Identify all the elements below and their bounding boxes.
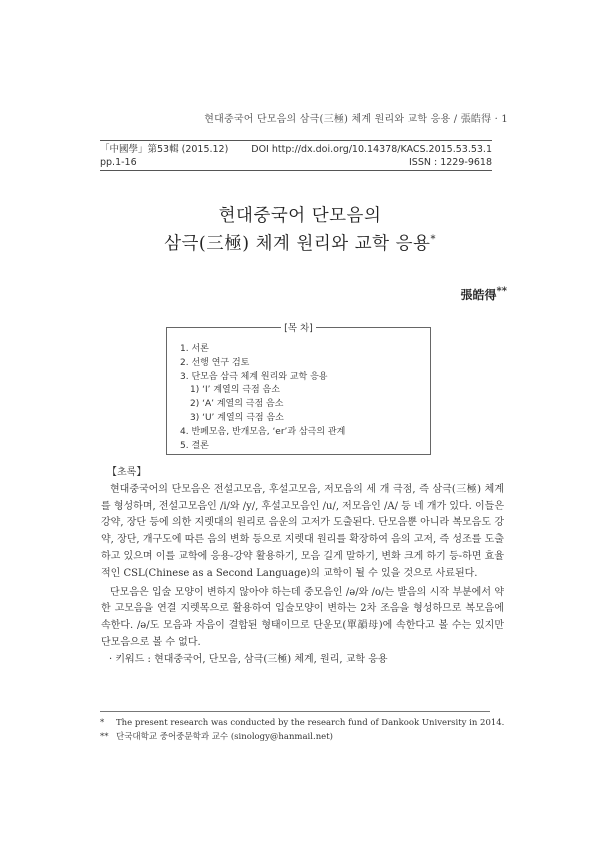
author-name: 張皓得 [460,288,497,302]
toc-item[interactable]: 1) ‘I’ 계열의 극점 음소 [190,385,280,396]
journal-issue: 「中國學」第53輯 (2015.12) [100,144,229,155]
footnote-divider [100,711,490,712]
toc-heading: [목 차] [281,323,316,334]
footnotes [100,716,504,744]
meta-row-1 [100,143,492,156]
footnote-mark: ** [100,732,109,742]
abstract-heading: 【초록】 [107,467,147,478]
abstract-paragraph: 단모음은 입술 모양이 변하지 않아야 하는데 중모음인 /ə/와 /o/는 발음의 시작 부분에서 약한 고모음을 연결 지렛목으로 활용하여 입술모양이 변하는 2차 조음을 형성하므로 복모음에 속한다. /ə/도 모음과 자음이 결합된 형태이므로 단운모(單韻母)에 속한다고 볼 수는 있지만 단모음으로 볼 수 없다. [101,586,504,648]
footnote-text: The present research was conducted by the research fund of Dankook University in 2014. [116,718,505,728]
keywords: · 키워드 : 현대중국어, 단모음, 삼극(三極) 체계, 원리, 교학 응용 [109,653,388,665]
toc-item[interactable]: 1. 서론 [180,344,209,354]
abstract [101,465,504,669]
toc-list [180,343,345,453]
meta-row-2 [100,156,492,169]
running-header: 현대중국어 단모음의 삼극(三極) 체계 원리와 교학 응용 / 張皓得 · 1 [204,114,508,125]
footnote-mark: * [100,718,105,728]
author-footnote-mark: ** [496,286,507,297]
toc-item[interactable]: 4. 반폐모음, 반개모음, ‘er’과 삼극의 관계 [180,426,346,437]
doi-link[interactable]: DOI http://dx.doi.org/10.14378/KACS.2015.53.53.1 [251,144,492,155]
paper-title-line-1: 현대중국어 단모음의 [218,206,382,226]
paper-title-text: 삼극(三極) 체계 원리와 교학 응용 [164,234,431,254]
footnote-text: 단국대학교 중어중문학과 교수 (sinology@hanmail.net) [116,732,333,742]
toc-item[interactable]: 2. 선행 연구 검토 [180,357,250,368]
author [461,286,507,303]
table-of-contents [166,323,431,455]
publication-info [100,140,492,171]
toc-item[interactable]: 2) ‘A’ 계열의 극점 음소 [190,399,284,410]
issn: ISSN : 1229-9618 [409,157,492,168]
toc-item[interactable]: 3) ‘U’ 계열의 극점 음소 [190,412,284,423]
toc-heading-wrap [167,320,430,334]
footnote [100,730,504,744]
title-footnote-mark: * [430,234,436,246]
toc-item[interactable]: 3. 단모음 삼극 체계 원리와 교학 응용 [180,371,328,382]
footnote [100,716,504,730]
paper-title-line-2 [0,230,600,255]
abstract-paragraph: 현대중국어의 단모음은 전설고모음, 후설고모음, 저모음의 세 개 극점, 즉 삼극(三極) 체계를 형성하며, 전설고모음인 /i/와 /y/, 후설고모음인 /u/, 저모음인 /A/ 등 네 개가 있다. 이들은 강약, 장단 등에 의한 지렛대의 원리로 음운의 고저가 도출된다. 단모음뿐 아니라 복모음도 강약, 장단, 개구도에 따른 음의 변화 등으로 지렛대 원리를 확장하여 음의 고저, 즉 성조를 도출하고 있으며 이를 교학에 응용-강약 활용하기, 모음 길게 말하기, 변화 크게 하기 등-하면 효율적인 CSL(Chinese as a Second Language)의 교학이 될 수 있을 것으로 사료된다. [101,483,504,579]
page-range: pp.1-16 [100,157,137,168]
toc-item[interactable]: 5. 결론 [180,440,209,451]
